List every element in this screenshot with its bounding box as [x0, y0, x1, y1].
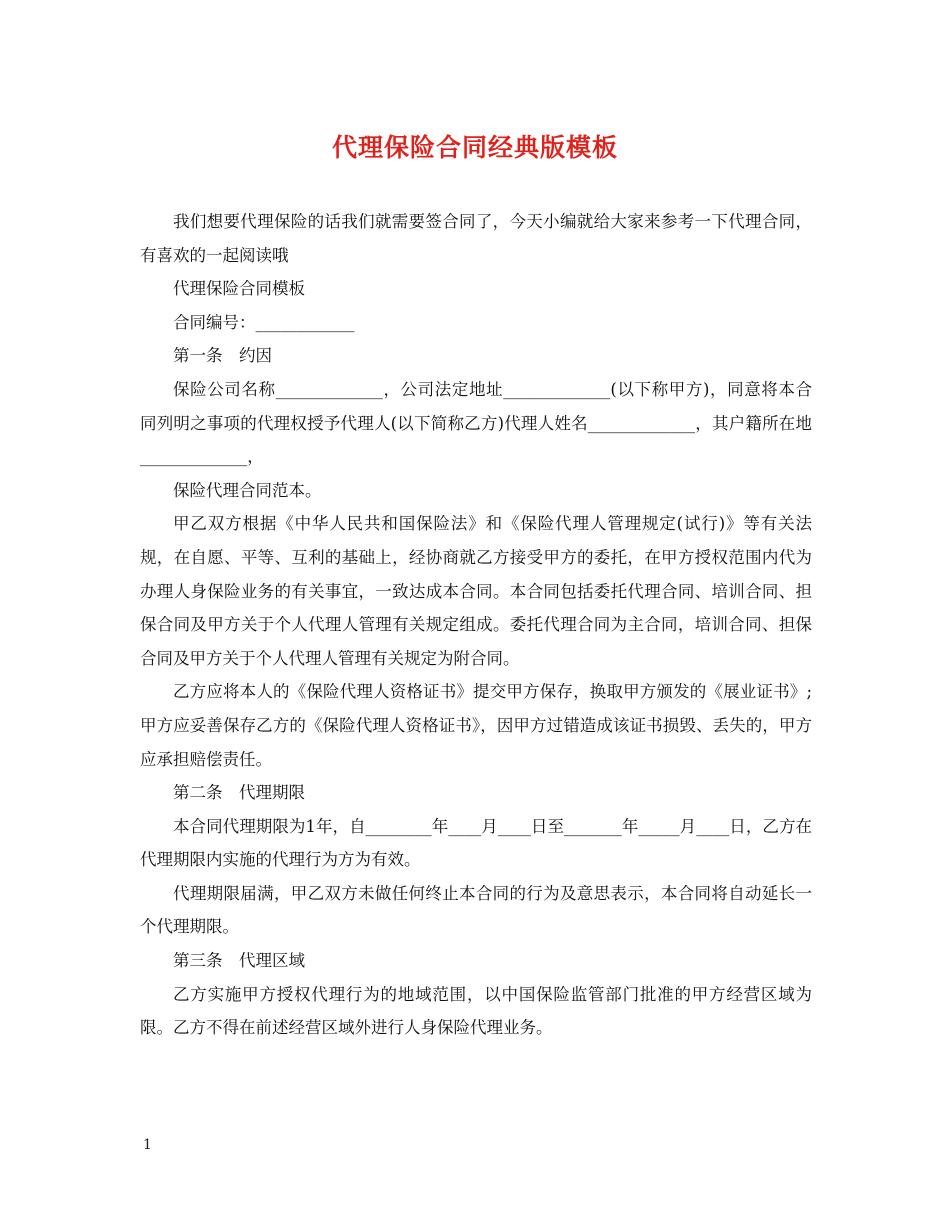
term-paragraph: 本合同代理期限为1年，自________年____月____日至_______年_____月____日，乙方在代理期限内实施的代理行为方为有效。: [140, 816, 812, 870]
intro-paragraph: 我们想要代理保险的话我们就需要签合同了，今天小编就给大家来参考一下代理合同，有喜欢的一起阅读哦: [140, 212, 812, 265]
article-1-heading: 第一条 约因: [173, 346, 272, 366]
document-title: 代理保险合同经典版模板: [331, 133, 618, 162]
template-heading: 代理保险合同模板: [173, 279, 305, 299]
certificate-paragraph: 乙方应将本人的《保险代理人资格证书》提交甲方保存，换取甲方颁发的《展业证书》;甲方应妥善保存乙方的《保险代理人资格证书》，因甲方过错造成该证书损毁、丢失的，甲方应承担赔偿责任。: [140, 682, 812, 769]
sample-note: 保险代理合同范本。: [173, 480, 322, 500]
region-paragraph: 乙方实施甲方授权代理行为的地域范围，以中国保险监管部门批准的甲方经营区域为限。乙方不得在前述经营区域外进行人身保险代理业务。: [140, 984, 812, 1038]
document-body: [140, 205, 812, 1045]
article-2-heading: 第二条 代理期限: [173, 783, 305, 803]
article-3-heading: 第三条 代理区域: [173, 951, 305, 971]
article-1-paragraph: 保险公司名称_____________，公司法定地址_____________(以下称甲方)，同意将本合同列明之事项的代理权授予代理人(以下简称乙方)代理人姓名_____________，其户籍所在地_____________，: [140, 379, 812, 467]
renewal-paragraph: 代理期限届满，甲乙双方未做任何终止本合同的行为及意思表示，本合同将自动延长一个代理期限。: [140, 883, 812, 937]
legal-basis-paragraph: 甲乙双方根据《中华人民共和国保险法》和《保险代理人管理规定(试行)》等有关法规，在自愿、平等、互利的基础上，经协商就乙方接受甲方的委托，在甲方授权范围内代为办理人身保险业务的有关事宜，一致达成本合同。本合同包括委托代理合同、培训合同、担保合同及甲方关于个人代理人管理有关规定组成。委托代理合同为主合同，培训合同、担保合同及甲方关于个人代理人管理有关规定为附合同。: [140, 514, 812, 668]
page-number: 1: [143, 1137, 152, 1153]
contract-number: 合同编号：____________: [173, 312, 355, 332]
